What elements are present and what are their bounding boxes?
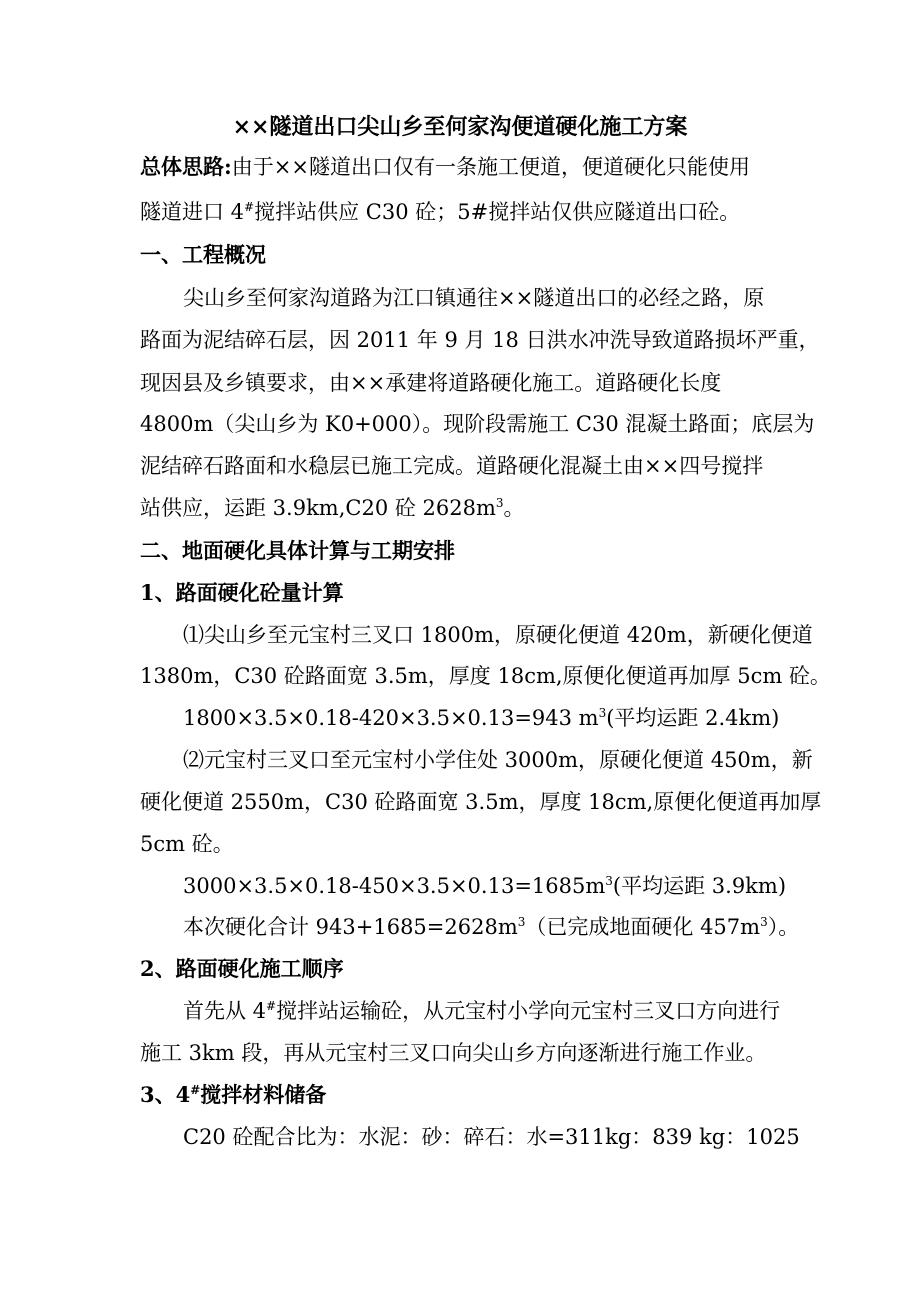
mix-ratio-line: C20 砼配合比为：水泥：砂：碎石：水=311kg：839 kg：1025 xyxy=(183,1125,800,1149)
sec1-line-5: 泥结碎石路面和水稳层已施工完成。道路硬化混凝土由××四号搅拌 xyxy=(140,454,764,478)
overall-text-1: 由于××隧道出口仅有一条施工便道，便道硬化只能使用 xyxy=(231,155,750,179)
subsection-3-heading: 3、4#搅拌材料储备 xyxy=(140,1082,327,1107)
sec1-line-4: 4800m（尖山乡为 K0+000）。现阶段需施工 C30 混凝土路面；底层为 xyxy=(140,412,815,436)
sec1-line-6: 站供应，运距 3.9km,C20 砼 $2628m^3$。 xyxy=(140,496,525,520)
calc-p2-line-1: ⑵元宝村三叉口至元宝村小学住处 3000m，原硬化便道 450m，新 xyxy=(183,748,813,772)
section-2-heading: 二、地面硬化具体计算与工期安排 xyxy=(140,538,455,563)
calc-p2-line-3: 5cm 砼。 xyxy=(140,832,234,856)
order-line-1: 首先从 4#搅拌站运输砼，从元宝村小学向元宝村三叉口方向进行 xyxy=(183,999,781,1023)
calc-p1-line-1: ⑴尖山乡至元宝村三叉口 1800m，原硬化便道 420m，新硬化便道 xyxy=(183,623,813,647)
document-title: ××隧道出口尖山乡至何家沟便道硬化施工方案 xyxy=(232,114,688,140)
overall-line-2: 隧道进口 4#搅拌站供应 C30 砼；5#搅拌站仅供应隧道出口砼。 xyxy=(140,200,741,224)
sec1-line-1: 尖山乡至何家沟道路为江口镇通往××隧道出口的必经之路，原 xyxy=(183,286,765,310)
section-1-heading: 一、工程概况 xyxy=(140,242,266,267)
formula-2: $3000\times 3.5\times 0.18-450\times 3.5\times 0.13=1685m^3$(平均运距 3.9km) xyxy=(183,874,787,898)
sec1-line-2: 路面为泥结碎石层，因 2011 年 9 月 18 日洪水冲洗导致道路损坏严重， xyxy=(140,328,820,352)
calc-p2-line-2: 硬化便道 2550m，C30 砼路面宽 3.5m，厚度 18cm,原便化便道再加厚 xyxy=(140,790,822,814)
total-line: 本次硬化合计 $943+1685=2628m^3$（已完成地面硬化 $457m^3$）。 xyxy=(183,915,800,939)
subsection-1-heading: 1、路面硬化砼量计算 xyxy=(140,580,344,605)
sec1-line-3: 现因县及乡镇要求，由××承建将道路硬化施工。道路硬化长度 xyxy=(140,371,722,395)
subsection-2-heading: 2、路面硬化施工顺序 xyxy=(140,956,344,981)
calc-p1-line-2: 1380m，C30 砼路面宽 3.5m，厚度 18cm,原便化便道再加厚 5cm 砼。 xyxy=(140,664,831,688)
order-line-2: 施工 3km 段，再从元宝村三叉口向尖山乡方向逐渐进行施工作业。 xyxy=(140,1041,767,1065)
formula-1: 1800×3.5×0.18-420×3.5×0.13=943 $m^3$(平均运距 2.4km) xyxy=(183,706,780,730)
overall-label: 总体思路: xyxy=(140,154,232,179)
overall-line-1 xyxy=(140,152,750,182)
